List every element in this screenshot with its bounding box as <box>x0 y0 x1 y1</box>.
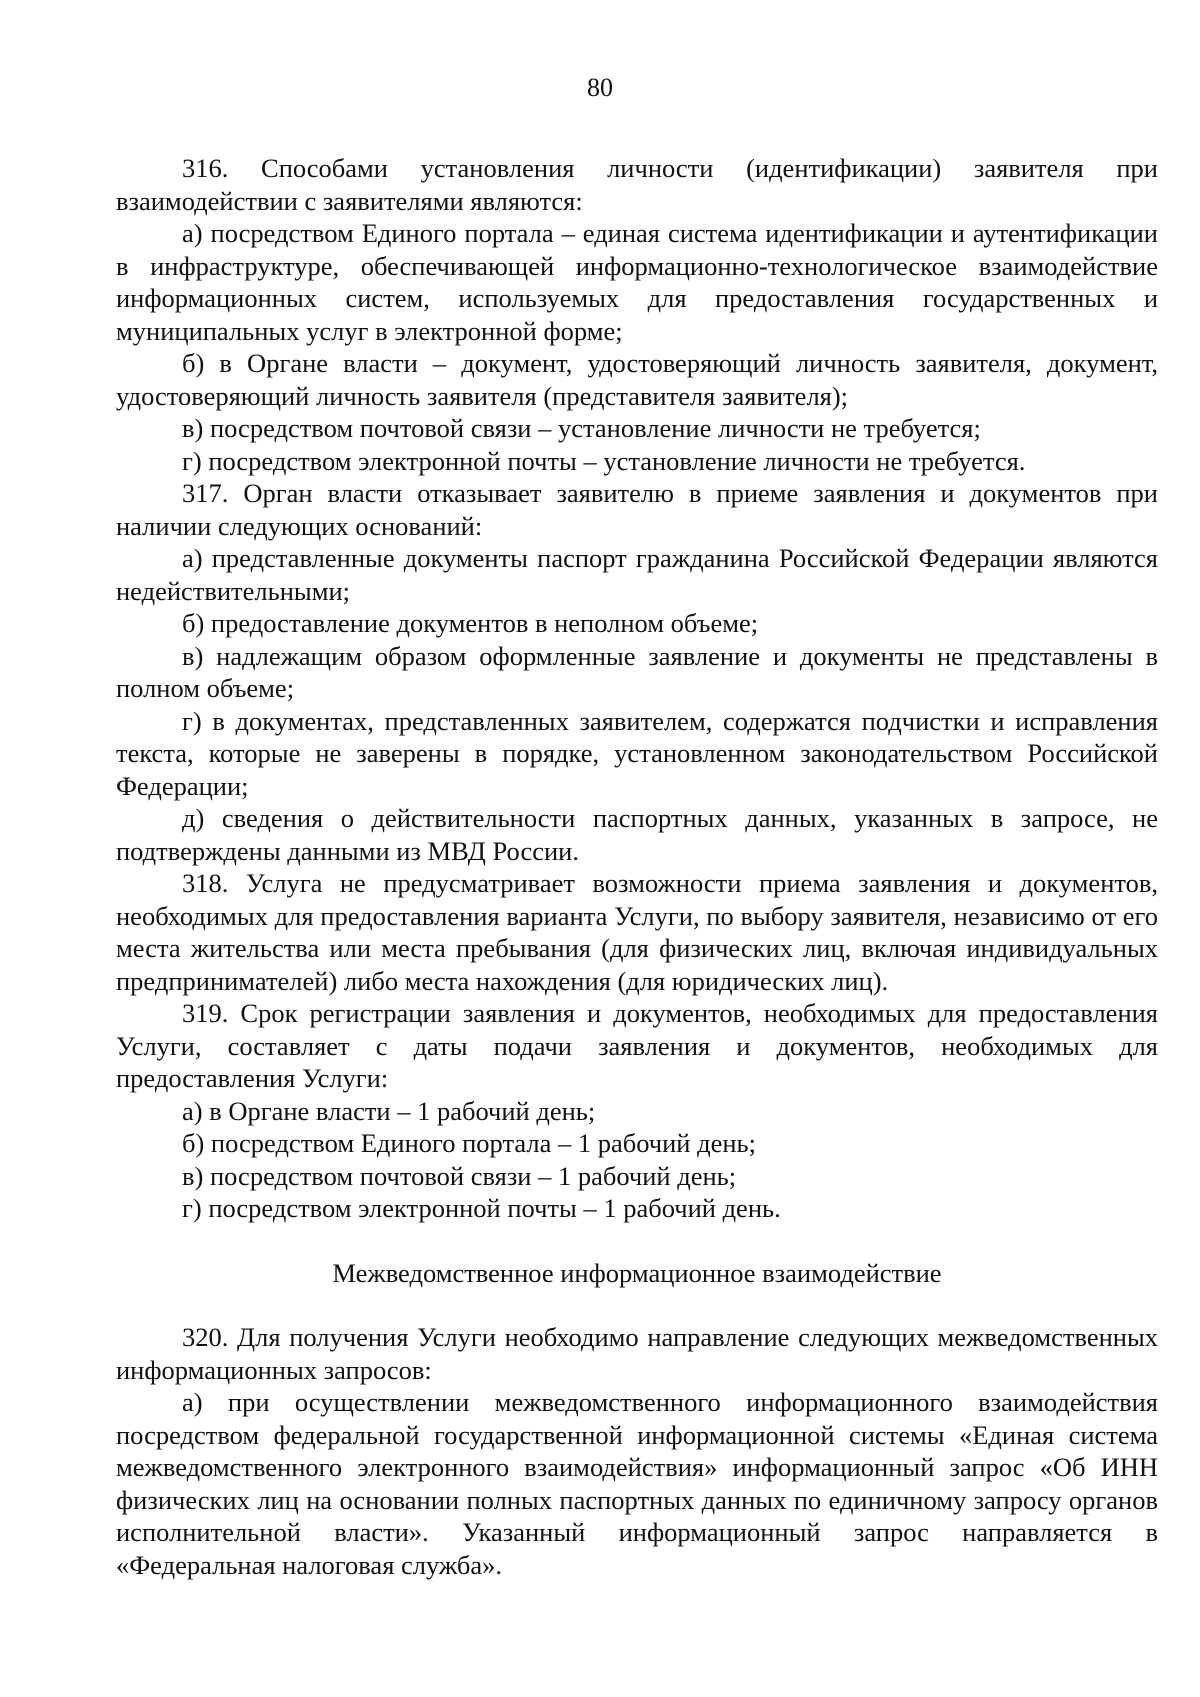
paragraph-317-b: б) предоставление документов в неполном объеме; <box>182 608 759 638</box>
paragraph-317-a: а) представленные документы паспорт гражданина Российской Федерации являются недействительными; <box>116 543 1158 606</box>
paragraph-316-b: б) в Органе власти – документ, удостоверяющий личность заявителя, документ, удостоверяющий личность заявителя (представителя заявителя); <box>116 348 1158 411</box>
paragraph-317-g: г) в документах, представленных заявителем, содержатся подчистки и исправления текста, которые не заверены в порядке, установленном законодательством Российской Федерации; <box>116 705 1158 801</box>
paragraph-319-a: а) в Органе власти – 1 рабочий день; <box>182 1095 596 1126</box>
paragraph-317-v: в) надлежащим образом оформленные заявление и документы не представлены в полном объеме; <box>116 640 1158 703</box>
paragraph-320-a: а) при осуществлении межведомственного информационного взаимодействия посредством федеральной государственной информационной системы «Единая система межведомственного электронного взаимодействия» информационный запрос «Об ИНН физических лиц на основании полных паспортных данных по единичному запросу органов исполнительной власти». Указанный информационный запрос направляется в «Федеральная налоговая служба». <box>116 1387 1158 1580</box>
paragraph-320: 320. Для получения Услуги необходимо направление следующих межведомственных информационных запросов: <box>116 1322 1158 1385</box>
paragraph-318: 318. Услуга не предусматривает возможности приема заявления и документов, необходимых для предоставления варианта Услуги, по выбору заявителя, независимо от его места жительства или места пребывания (для физических лиц, включая индивидуальных предпринимателей) либо места нахождения (для юридических лиц). <box>116 868 1158 996</box>
paragraph-316-a: а) посредством Единого портала – единая система идентификации и аутентификации в инфраструктуре, обеспечивающей информационно-технологическое взаимодействие информационных систем, используемых для предоставления государственных и муниципальных услуг в электронной форме; <box>116 218 1158 346</box>
paragraph-319-b: б) посредством Единого портала – 1 рабочий день; <box>182 1128 756 1158</box>
paragraph-317-d: д) сведения о действительности паспортных данных, указанных в запросе, не подтверждены данными из МВД России. <box>116 803 1158 866</box>
paragraph-319-v: в) посредством почтовой связи – 1 рабочий день; <box>182 1160 737 1191</box>
section-heading: Межведомственное информационное взаимодействие <box>332 1257 942 1288</box>
document-body <box>116 152 1158 1581</box>
paragraph-319: 319. Срок регистрации заявления и документов, необходимых для предоставления Услуги, составляет с даты подачи заявления и документов, необходимых для предоставления Услуги: <box>116 998 1158 1093</box>
paragraph-319-g: г) посредством электронной почты – 1 рабочий день. <box>182 1193 781 1223</box>
paragraph-316-v: в) посредством почтовой связи – установление личности не требуется; <box>182 413 981 443</box>
paragraph-316: 316. Способами установления личности (идентификации) заявителя при взаимодействии с заявителями являются: <box>116 153 1158 216</box>
paragraph-317: 317. Орган власти отказывает заявителю в приеме заявления и документов при наличии следующих оснований: <box>116 478 1158 541</box>
paragraph-316-g: г) посредством электронной почты – установление личности не требуется. <box>182 445 1026 476</box>
page-number: 80 <box>587 73 613 102</box>
